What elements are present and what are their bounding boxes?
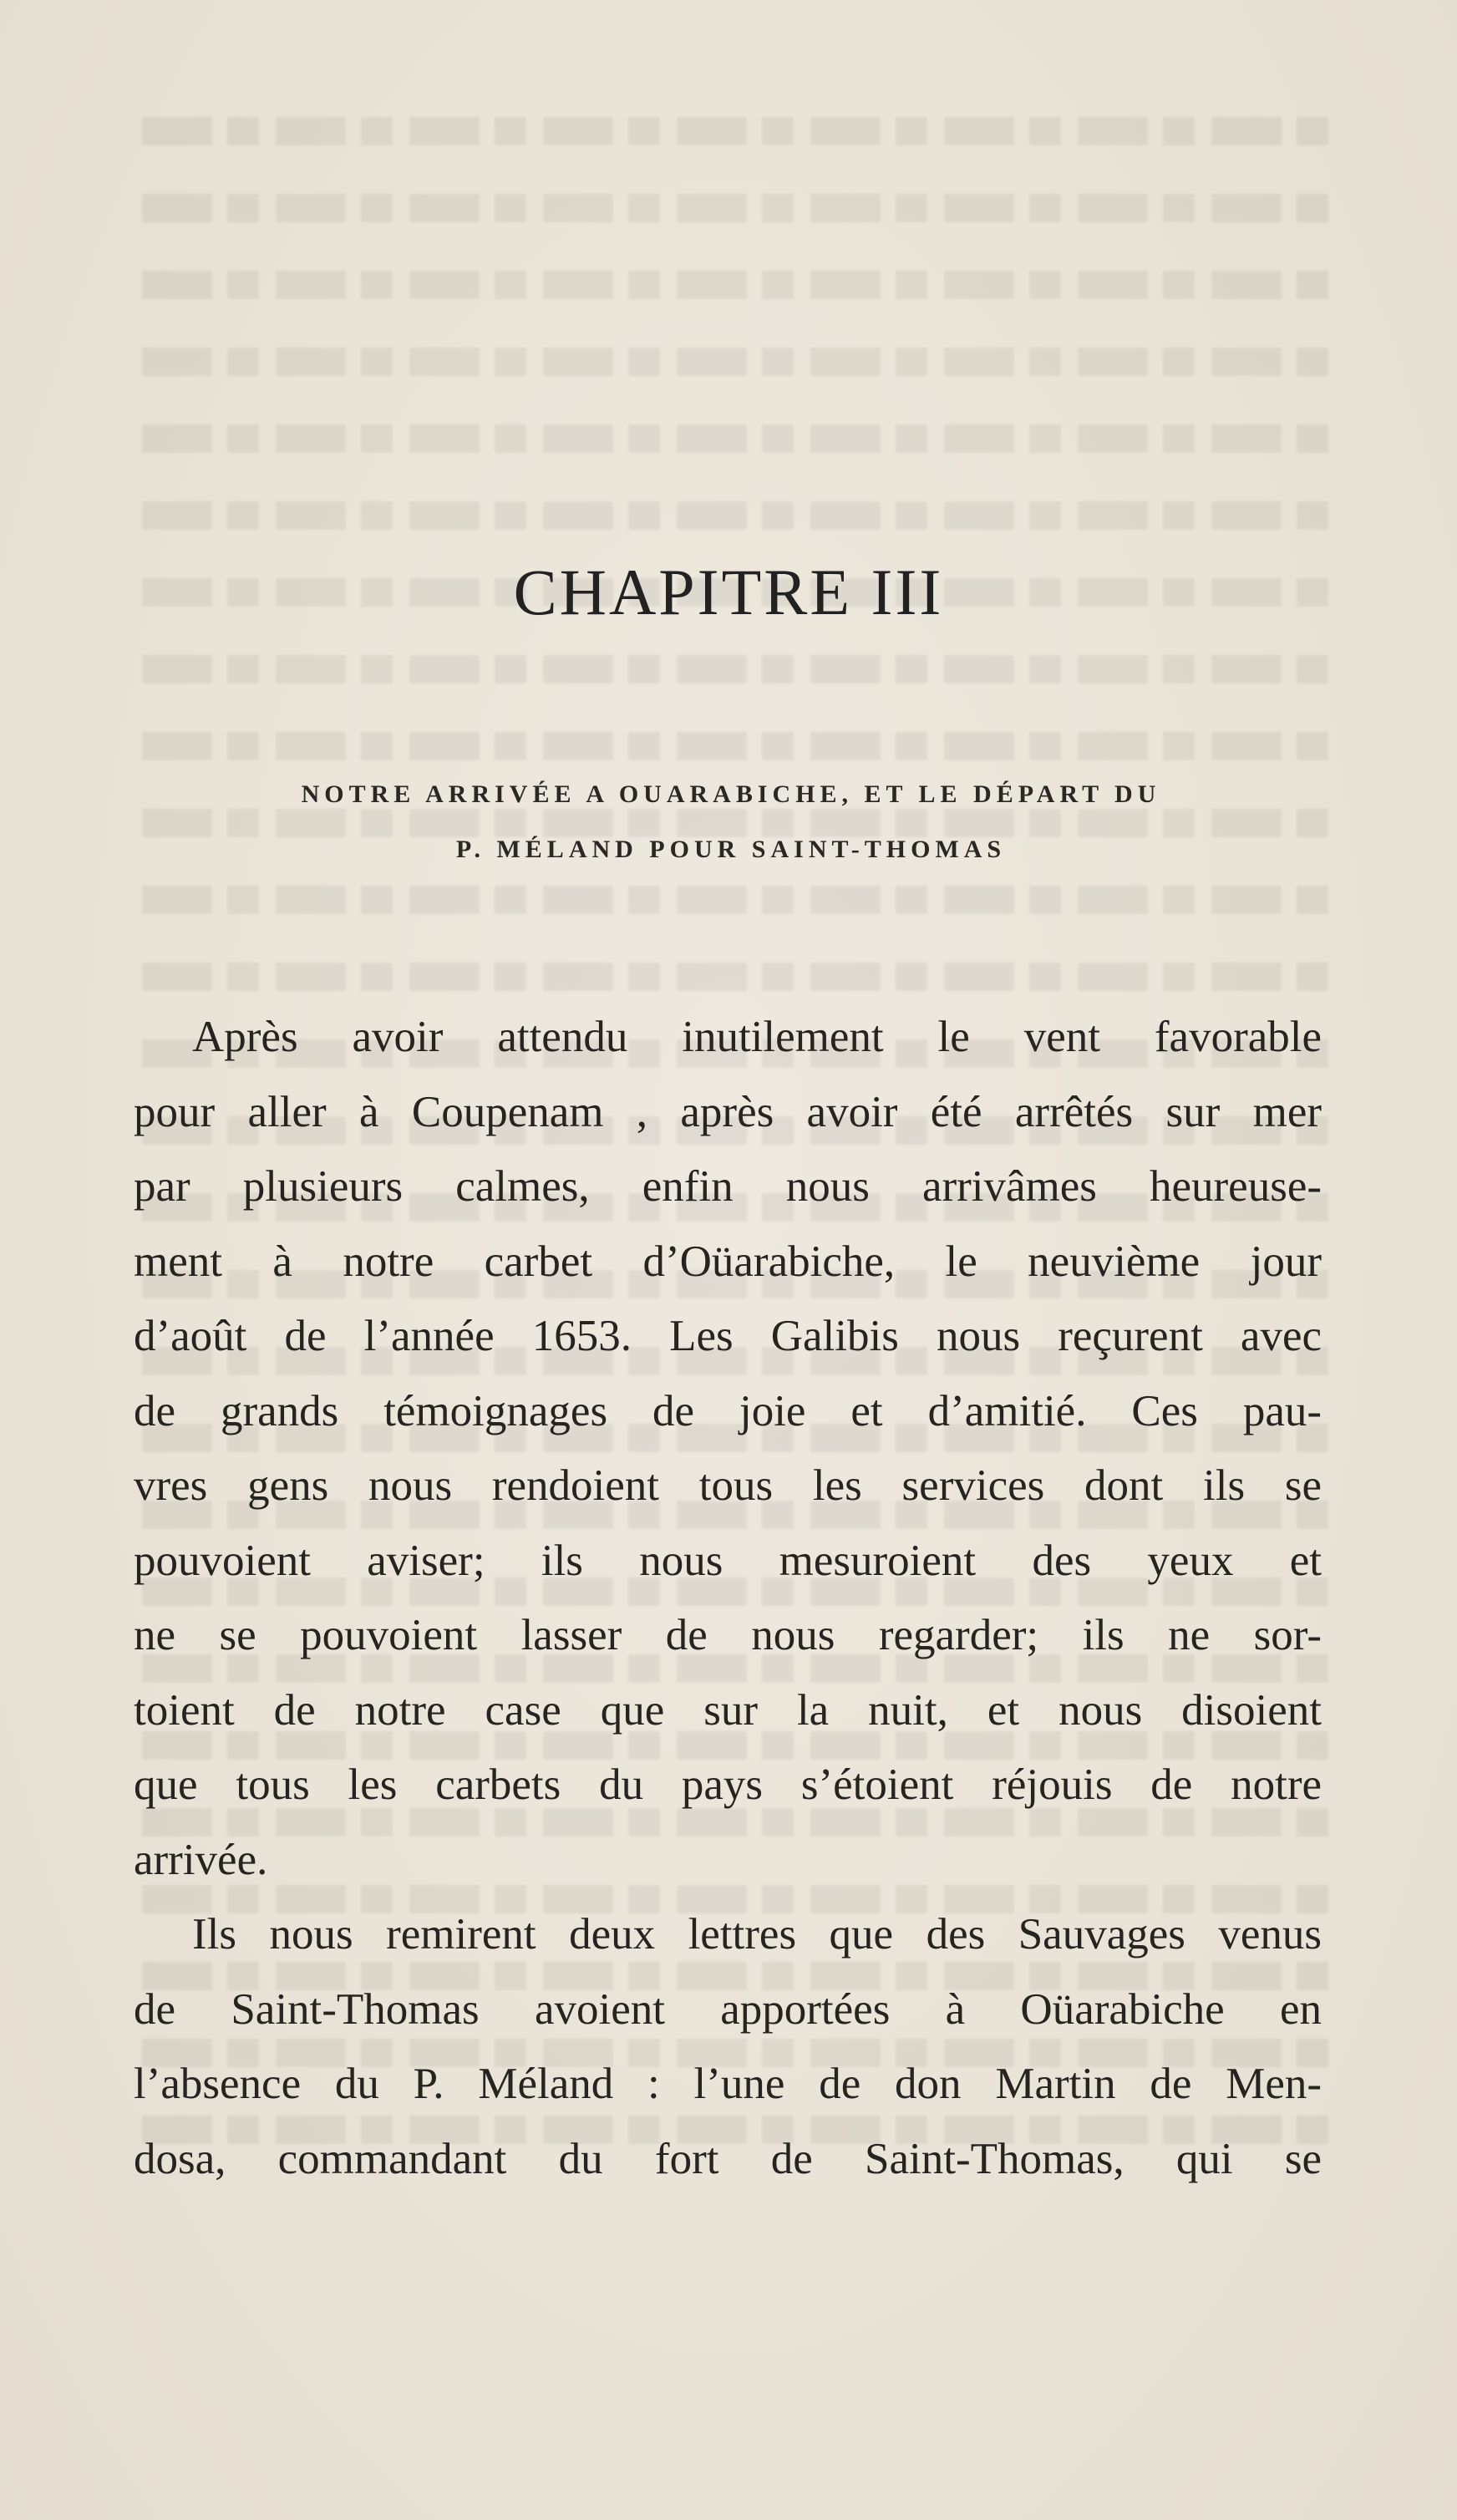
subtitle-line: P. MÉLAND POUR SAINT-THOMAS (455, 836, 1007, 863)
text-line: de grands témoignages de joie et d’amitié. Ces pau- (134, 1386, 1322, 1435)
text-line: par plusieurs calmes, enfin nous arrivâmes heureuse- (134, 1162, 1322, 1211)
text-line: vres gens nous rendoient tous les services dont ils se (134, 1461, 1322, 1510)
chapter-subtitle (134, 767, 1328, 877)
text-line: d’août de l’année 1653. Les Galibis nous reçurent avec (134, 1312, 1322, 1360)
text-line: l’absence du P. Méland : l’une de don Martin de Men- (134, 2060, 1322, 2108)
text-line: pouvoient aviser; ils nous mesuroient des yeux et (134, 1536, 1322, 1585)
text-line: arrivée. (134, 1835, 268, 1884)
text-line: ment à notre carbet d’Oüarabiche, le neuvième jour (134, 1237, 1322, 1286)
body-text (134, 1000, 1322, 2197)
text-line: que tous les carbets du pays s’étoient réjouis de notre (134, 1760, 1322, 1809)
text-line: dosa, commandant du fort de Saint-Thomas, qui se (134, 2134, 1322, 2183)
text-line: de Saint-Thomas avoient apportées à Oüarabiche en (134, 1984, 1322, 2034)
text-line: pour aller à Coupenam , après avoir été arrêtés sur mer (134, 1087, 1322, 1136)
text-line: ne se pouvoient lasser de nous regarder; ils ne sor- (134, 1611, 1322, 1659)
text-line: Après avoir attendu inutilement le vent favorable (192, 1013, 1322, 1061)
chapter-title: CHAPITRE III (513, 556, 944, 628)
text-line: toient de notre case que sur la nuit, et nous disoient (134, 1685, 1322, 1735)
text-line: Ils nous remirent deux lettres que des Sauvages venus (192, 1910, 1322, 1959)
subtitle-line: NOTRE ARRIVÉE A OUARABICHE, ET LE DÉPART DU (301, 780, 1161, 808)
